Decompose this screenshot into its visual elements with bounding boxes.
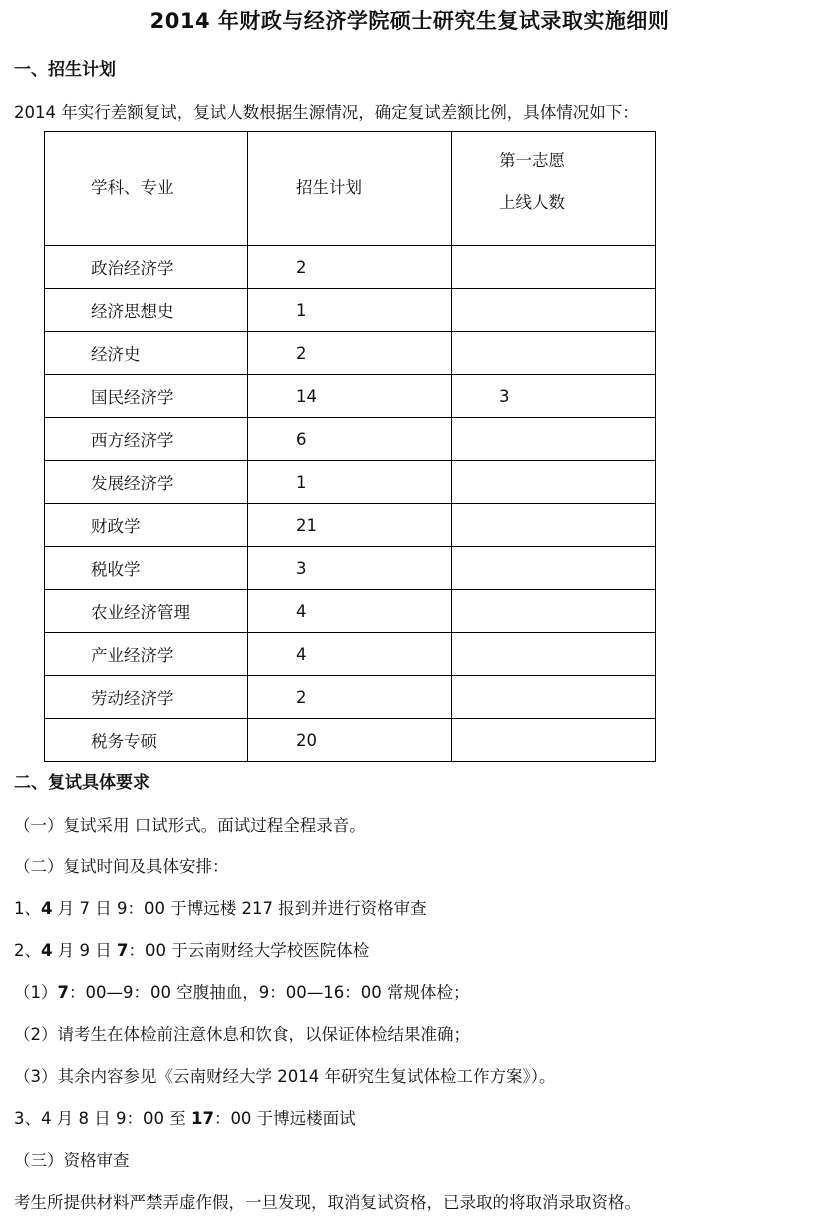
section-heading-enrollment-plan: 一、招生计划	[14, 60, 116, 80]
first-choice-cell	[452, 246, 656, 289]
major-cell: 发展经济学	[45, 461, 248, 504]
table-row	[45, 461, 656, 504]
table-row	[45, 375, 656, 418]
qualification-note: 考生所提供材料严禁弄虚作假，一旦发现，取消复试资格，已录取的将取消录取资格。	[14, 1193, 641, 1212]
requirement-item-3: （三）资格审查	[14, 1151, 130, 1170]
checkup-item-1	[14, 981, 469, 1005]
header-plan-label: 招生计划	[296, 177, 362, 197]
header-cell-plan	[248, 132, 452, 246]
plan-cell: 21	[248, 504, 452, 547]
first-choice-cell: 3	[452, 375, 656, 418]
major-cell: 政治经济学	[45, 246, 248, 289]
header-first-choice-line1: 第一志愿	[499, 151, 565, 170]
table-row	[45, 633, 656, 676]
first-choice-cell	[452, 461, 656, 504]
schedule-item-3	[14, 1107, 356, 1131]
major-cell: 税务专硕	[45, 719, 248, 762]
schedule-item-2-date: 月 9 日	[52, 941, 117, 960]
first-choice-cell	[452, 633, 656, 676]
major-cell: 农业经济管理	[45, 590, 248, 633]
first-choice-cell	[452, 504, 656, 547]
plan-cell: 14	[248, 375, 452, 418]
plan-cell: 1	[248, 461, 452, 504]
first-choice-cell	[452, 289, 656, 332]
plan-cell: 6	[248, 418, 452, 461]
first-choice-cell	[452, 332, 656, 375]
plan-cell: 2	[248, 246, 452, 289]
first-choice-cell	[452, 676, 656, 719]
table-header-row	[45, 132, 656, 246]
major-cell: 国民经济学	[45, 375, 248, 418]
enrollment-plan-table	[44, 131, 656, 762]
header-cell-major	[45, 132, 248, 246]
schedule-item-1-text: 月 7 日 9：00 于博远楼 217 报到并进行资格审查	[52, 899, 427, 918]
schedule-item-1-prefix: 1、	[14, 899, 41, 918]
schedule-item-3-text: 3、4 月 8 日 9：00 至	[14, 1109, 191, 1128]
schedule-item-2-month: 4	[41, 941, 53, 960]
schedule-item-2-text: ：00 于云南财经大学校医院体检	[128, 941, 370, 960]
table-row	[45, 590, 656, 633]
major-cell: 经济史	[45, 332, 248, 375]
major-cell: 财政学	[45, 504, 248, 547]
document-title: 2014 年财政与经济学院硕士研究生复试录取实施细则	[149, 9, 670, 33]
major-cell: 产业经济学	[45, 633, 248, 676]
plan-cell: 2	[248, 332, 452, 375]
first-choice-cell	[452, 719, 656, 762]
table-row	[45, 676, 656, 719]
header-first-choice-line2: 上线人数	[499, 193, 565, 212]
major-cell: 经济思想史	[45, 289, 248, 332]
section-heading-requirements: 二、复试具体要求	[14, 773, 150, 793]
checkup-item-1-prefix: （1）	[14, 983, 58, 1002]
table-row	[45, 547, 656, 590]
major-cell: 西方经济学	[45, 418, 248, 461]
requirement-item-2: （二）复试时间及具体安排：	[14, 857, 229, 876]
table-row	[45, 719, 656, 762]
table-row	[45, 418, 656, 461]
plan-cell: 4	[248, 590, 452, 633]
plan-cell: 1	[248, 289, 452, 332]
major-cell: 劳动经济学	[45, 676, 248, 719]
schedule-item-1	[14, 897, 427, 921]
plan-cell: 20	[248, 719, 452, 762]
table-row	[45, 504, 656, 547]
schedule-item-3-rest: ：00 于博远楼面试	[213, 1109, 356, 1128]
checkup-item-1-text: ：00—9：00 空腹抽血，9：00—16：00 常规体检；	[68, 983, 470, 1002]
checkup-item-3: （3）其余内容参见《云南财经大学 2014 年研究生复试体检工作方案》）。	[14, 1067, 556, 1086]
plan-cell: 3	[248, 547, 452, 590]
table-row	[45, 246, 656, 289]
plan-cell: 2	[248, 676, 452, 719]
header-cell-first-choice	[452, 132, 656, 246]
schedule-item-2	[14, 939, 369, 963]
first-choice-cell	[452, 418, 656, 461]
table-row	[45, 332, 656, 375]
schedule-item-1-month: 4	[41, 899, 53, 918]
checkup-item-2: （2）请考生在体检前注意休息和饮食，以保证体检结果准确；	[14, 1025, 470, 1044]
schedule-item-2-hour: 7	[116, 941, 129, 960]
requirement-item-1: （一）复试采用 口试形式。面试过程全程录音。	[14, 816, 366, 835]
schedule-item-2-prefix: 2、	[14, 941, 41, 960]
first-choice-cell	[452, 590, 656, 633]
plan-cell: 4	[248, 633, 452, 676]
table-row	[45, 289, 656, 332]
header-major-label: 学科、专业	[91, 177, 174, 197]
major-cell: 税收学	[45, 547, 248, 590]
enrollment-intro-text: 2014 年实行差额复试，复试人数根据生源情况，确定复试差额比例，具体情况如下：	[14, 103, 639, 122]
first-choice-cell	[452, 547, 656, 590]
checkup-item-1-hour: 7	[57, 983, 69, 1002]
schedule-item-3-hour: 17	[190, 1109, 214, 1128]
